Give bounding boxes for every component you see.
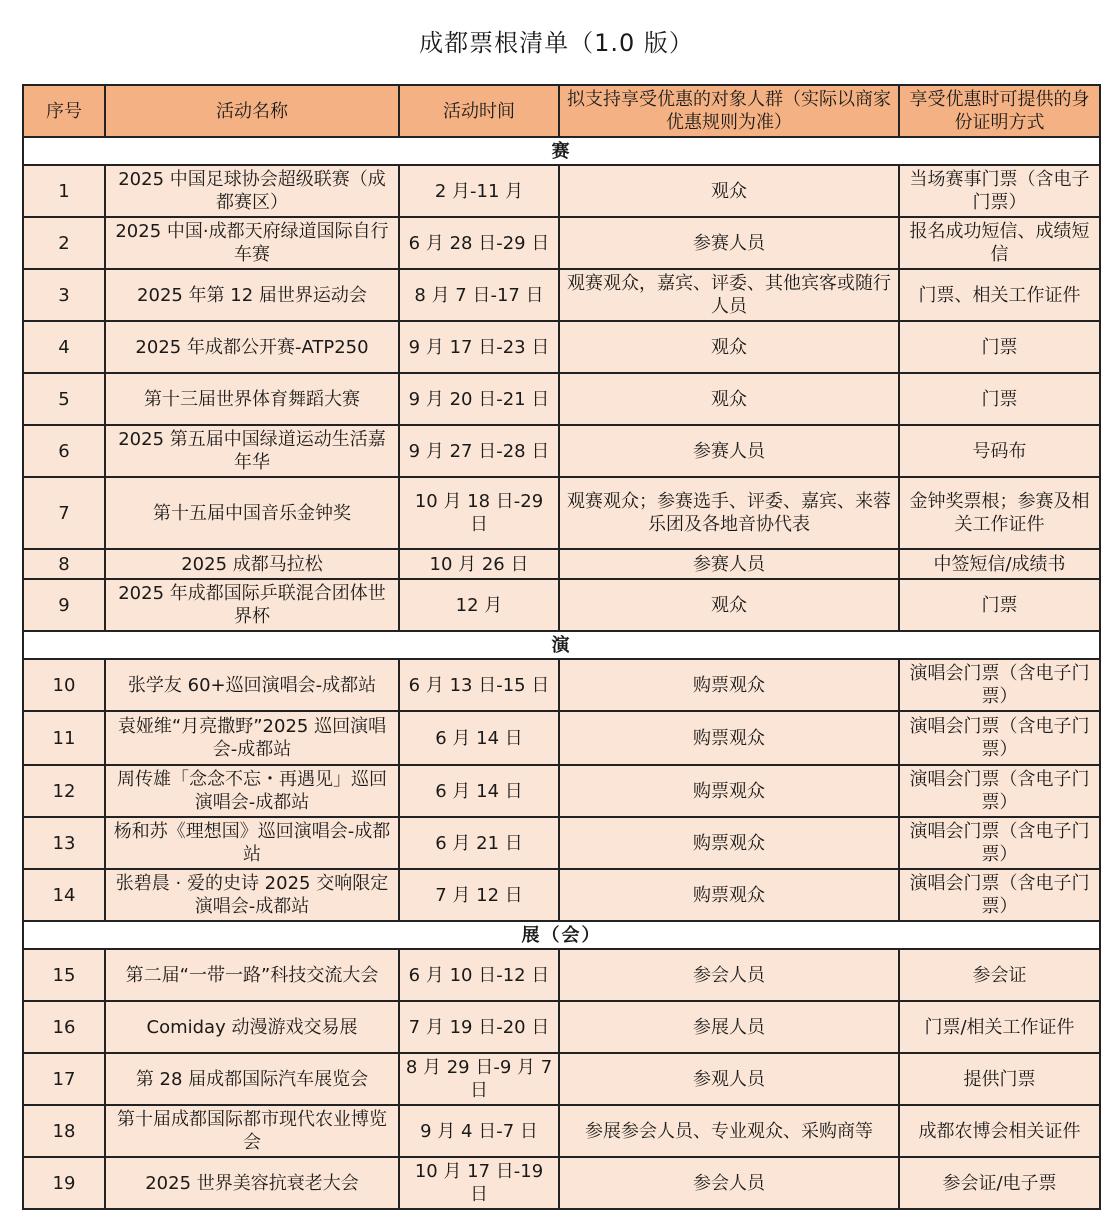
table-row [23,217,1100,269]
cell-no: 16 [23,1001,105,1053]
cell-audience: 观赛观众，嘉宾、评委、其他宾客或随行人员 [559,269,899,321]
cell-time: 6 月 21 日 [399,817,559,869]
cell-name: 第十五届中国音乐金钟奖 [105,477,399,549]
table-row [23,321,1100,373]
header-row [23,85,1100,137]
cell-time: 7 月 19 日-20 日 [399,1001,559,1053]
table-row [23,659,1100,711]
cell-no: 11 [23,711,105,765]
cell-time: 10 月 26 日 [399,549,559,579]
table-row [23,425,1100,477]
cell-proof: 演唱会门票（含电子门票） [899,817,1100,869]
cell-no: 5 [23,373,105,425]
cell-audience: 观众 [559,373,899,425]
cell-audience: 购票观众 [559,765,899,817]
cell-audience: 购票观众 [559,817,899,869]
cell-proof: 号码布 [899,425,1100,477]
cell-time: 10 月 17 日-19 日 [399,1157,559,1209]
table-row [23,1105,1100,1157]
cell-name: 2025 年第 12 届世界运动会 [105,269,399,321]
cell-audience: 购票观众 [559,659,899,711]
column-header-name: 活动名称 [105,85,399,137]
cell-name: 2025 第五届中国绿道运动生活嘉年华 [105,425,399,477]
cell-no: 10 [23,659,105,711]
cell-time: 10 月 18 日-29 日 [399,477,559,549]
cell-no: 8 [23,549,105,579]
cell-proof: 参会证 [899,949,1100,1001]
table-row [23,1157,1100,1209]
cell-proof: 门票 [899,579,1100,631]
cell-audience: 参观人员 [559,1053,899,1105]
cell-time: 8 月 7 日-17 日 [399,269,559,321]
cell-name: 杨和苏《理想国》巡回演唱会-成都站 [105,817,399,869]
cell-audience: 购票观众 [559,869,899,921]
cell-time: 9 月 27 日-28 日 [399,425,559,477]
cell-proof: 金钟奖票根；参赛及相关工作证件 [899,477,1100,549]
document-title: 成都票根清单（1.0 版） [419,29,694,57]
cell-time: 8 月 29 日-9 月 7 日 [399,1053,559,1105]
cell-name: 2025 年成都国际乒联混合团体世界杯 [105,579,399,631]
cell-time: 6 月 14 日 [399,765,559,817]
table-row [23,711,1100,765]
cell-proof: 演唱会门票（含电子门票） [899,711,1100,765]
cell-no: 1 [23,165,105,217]
cell-name: 第十届成都国际都市现代农业博览会 [105,1105,399,1157]
cell-proof: 报名成功短信、成绩短信 [899,217,1100,269]
cell-proof: 提供门票 [899,1053,1100,1105]
cell-no: 3 [23,269,105,321]
cell-time: 9 月 4 日-7 日 [399,1105,559,1157]
cell-proof: 门票 [899,373,1100,425]
column-header-no: 序号 [23,85,105,137]
cell-name: 第二届“一带一路”科技交流大会 [105,949,399,1001]
cell-audience: 购票观众 [559,711,899,765]
cell-no: 13 [23,817,105,869]
cell-audience: 参展参会人员、专业观众、采购商等 [559,1105,899,1157]
cell-proof: 门票/相关工作证件 [899,1001,1100,1053]
table-row [23,477,1100,549]
cell-name: 周传雄「念念不忘・再遇见」巡回演唱会-成都站 [105,765,399,817]
cell-proof: 中签短信/成绩书 [899,549,1100,579]
section-row-concerts [23,631,1100,659]
cell-name: 第 28 届成都国际汽车展览会 [105,1053,399,1105]
cell-no: 19 [23,1157,105,1209]
cell-proof: 演唱会门票（含电子门票） [899,869,1100,921]
ticket-stub-table [22,84,1101,1210]
column-header-audience: 拟支持享受优惠的对象人群（实际以商家优惠规则为准） [559,85,899,137]
cell-name: 2025 中国·成都天府绿道国际自行车赛 [105,217,399,269]
cell-name: 2025 成都马拉松 [105,549,399,579]
cell-no: 6 [23,425,105,477]
section-label: 赛 [23,137,1100,165]
cell-time: 9 月 17 日-23 日 [399,321,559,373]
cell-name: 2025 中国足球协会超级联赛（成都赛区） [105,165,399,217]
cell-time: 6 月 10 日-12 日 [399,949,559,1001]
cell-proof: 当场赛事门票（含电子门票） [899,165,1100,217]
cell-name: 2025 年成都公开赛-ATP250 [105,321,399,373]
cell-name: 张碧晨 · 爱的史诗 2025 交响限定演唱会-成都站 [105,869,399,921]
cell-no: 12 [23,765,105,817]
cell-no: 14 [23,869,105,921]
table-row [23,373,1100,425]
table-row [23,549,1100,579]
column-header-time: 活动时间 [399,85,559,137]
cell-audience: 观众 [559,165,899,217]
cell-audience: 观众 [559,321,899,373]
cell-name: 2025 世界美容抗衰老大会 [105,1157,399,1209]
cell-name: 张学友 60+巡回演唱会-成都站 [105,659,399,711]
section-row-exhibitions [23,921,1100,949]
cell-name: 袁娅维“月亮撒野”2025 巡回演唱会-成都站 [105,711,399,765]
cell-name: Comiday 动漫游戏交易展 [105,1001,399,1053]
column-header-proof: 享受优惠时可提供的身份证明方式 [899,85,1100,137]
cell-audience: 参展人员 [559,1001,899,1053]
cell-no: 7 [23,477,105,549]
cell-time: 2 月-11 月 [399,165,559,217]
cell-proof: 参会证/电子票 [899,1157,1100,1209]
cell-time: 7 月 12 日 [399,869,559,921]
table-row [23,269,1100,321]
cell-name: 第十三届世界体育舞蹈大赛 [105,373,399,425]
cell-time: 12 月 [399,579,559,631]
section-row-sports [23,137,1100,165]
cell-proof: 演唱会门票（含电子门票） [899,659,1100,711]
table-row [23,1001,1100,1053]
cell-no: 9 [23,579,105,631]
cell-proof: 演唱会门票（含电子门票） [899,765,1100,817]
cell-audience: 观赛观众；参赛选手、评委、嘉宾、来蓉乐团及各地音协代表 [559,477,899,549]
cell-no: 17 [23,1053,105,1105]
cell-proof: 门票 [899,321,1100,373]
cell-time: 6 月 28 日-29 日 [399,217,559,269]
cell-audience: 参赛人员 [559,425,899,477]
cell-proof: 门票、相关工作证件 [899,269,1100,321]
table-row [23,765,1100,817]
table-row [23,579,1100,631]
cell-no: 18 [23,1105,105,1157]
cell-time: 9 月 20 日-21 日 [399,373,559,425]
table-row [23,1053,1100,1105]
section-label: 展（会） [23,921,1100,949]
table-row [23,949,1100,1001]
cell-no: 15 [23,949,105,1001]
table-body [23,137,1100,1209]
cell-time: 6 月 14 日 [399,711,559,765]
table-row [23,869,1100,921]
table-row [23,817,1100,869]
table-row [23,165,1100,217]
cell-audience: 参会人员 [559,1157,899,1209]
cell-audience: 参会人员 [559,949,899,1001]
cell-audience: 参赛人员 [559,549,899,579]
cell-proof: 成都农博会相关证件 [899,1105,1100,1157]
cell-no: 2 [23,217,105,269]
cell-audience: 参赛人员 [559,217,899,269]
section-label: 演 [23,631,1100,659]
cell-no: 4 [23,321,105,373]
cell-time: 6 月 13 日-15 日 [399,659,559,711]
cell-audience: 观众 [559,579,899,631]
